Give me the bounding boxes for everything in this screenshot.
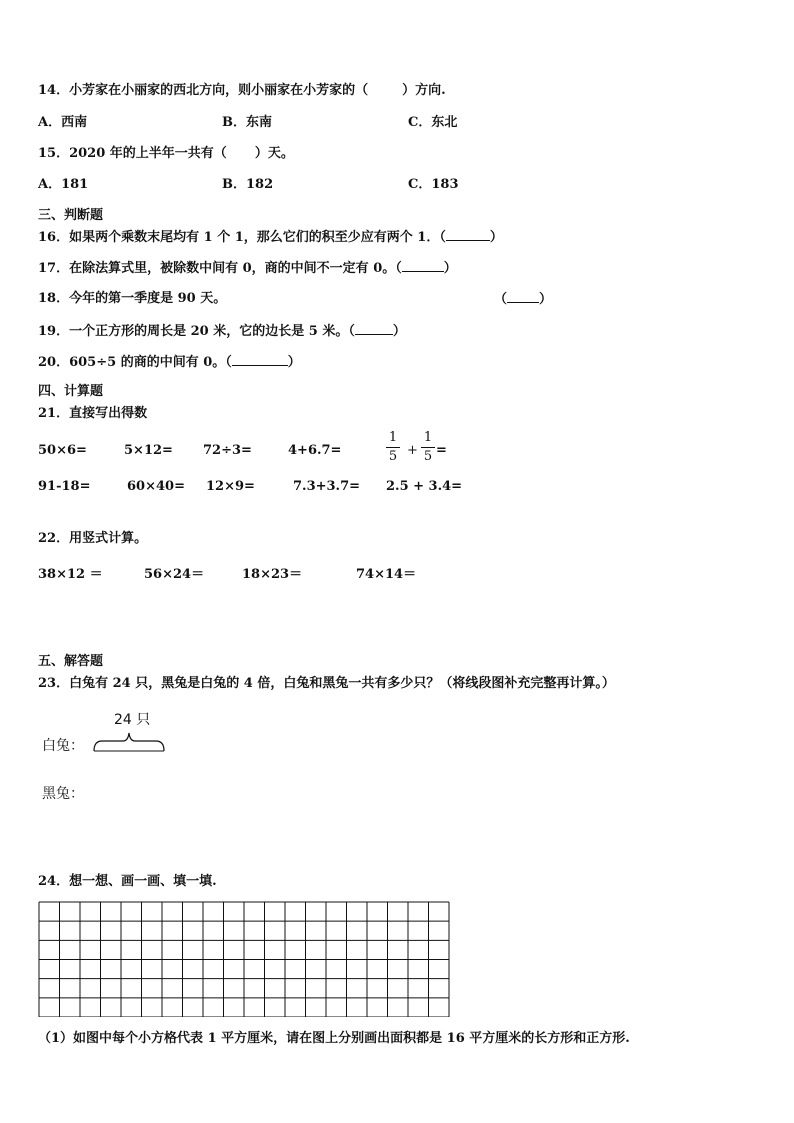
q15-option-b[interactable]: B．182 bbox=[222, 177, 274, 192]
black-rabbit-label[interactable]: 黑兔： bbox=[42, 786, 84, 802]
question-18-text: 18．今年的第一季度是 90 天。 bbox=[38, 291, 227, 306]
answer-blank-20[interactable] bbox=[232, 353, 288, 366]
question-16-text: 16．如果两个乘数末尾均有 1 个 1，那么它们的积至少应有两个 1．（ bbox=[38, 230, 446, 245]
answer-blank-16[interactable] bbox=[446, 228, 490, 241]
paren-close: ） bbox=[489, 230, 503, 245]
question-15 bbox=[38, 145, 294, 163]
question-15-text: 15．2020 年的上半年一共有（ bbox=[38, 146, 227, 161]
question-18 bbox=[38, 290, 226, 308]
q15-option-c[interactable]: C．183 bbox=[408, 177, 459, 192]
question-22-title: 22．用竖式计算。 bbox=[38, 531, 148, 546]
vertical-calc-item: 56×24＝ bbox=[144, 567, 205, 582]
paren-close: ） bbox=[443, 261, 457, 276]
question-19 bbox=[38, 322, 406, 341]
question-14-suffix: ）方向. bbox=[402, 83, 446, 98]
vertical-calc-item: 74×14＝ bbox=[356, 567, 417, 582]
question-16 bbox=[38, 228, 503, 247]
calc-item: 2.5 + 3.4= bbox=[386, 479, 463, 494]
question-24-sub-1: （1）如图中每个小方格代表 1 平方厘米，请在图上分别画出面积都是 16 平方厘米的长方形和正方形. bbox=[38, 1031, 630, 1046]
question-17-text: 17．在除法算式里，被除数中间有 0，商的中间不一定有 0。（ bbox=[38, 261, 402, 276]
square-grid[interactable] bbox=[38, 901, 452, 1017]
calc-item: 4+6.7= bbox=[288, 443, 342, 458]
fraction-numerator: 1 bbox=[423, 430, 433, 445]
brace-shape bbox=[94, 733, 164, 751]
plus-sign: + bbox=[407, 443, 418, 458]
vertical-calc-item: 38×12 ＝ bbox=[38, 567, 103, 582]
q15-option-a[interactable]: A．181 bbox=[38, 177, 89, 192]
section-3-heading: 三、判断题 bbox=[38, 208, 104, 223]
q14-option-a[interactable]: A．西南 bbox=[38, 115, 88, 130]
brace-label: 24 只 bbox=[114, 712, 151, 728]
paren-close: ） bbox=[287, 355, 301, 370]
curly-brace-segment bbox=[90, 727, 170, 755]
q14-option-c[interactable]: C．东北 bbox=[408, 115, 458, 130]
vertical-calc-item: 18×23＝ bbox=[242, 567, 303, 582]
q14-option-b[interactable]: B．东南 bbox=[222, 115, 272, 130]
question-19-text: 19．一个正方形的周长是 20 米，它的边长是 5 米。（ bbox=[38, 324, 355, 339]
question-24-title: 24．想一想、画一画、填一填. bbox=[38, 874, 217, 889]
calc-item: 50×6= bbox=[38, 443, 87, 458]
question-15-suffix: ）天。 bbox=[254, 146, 294, 161]
question-14 bbox=[38, 82, 446, 100]
section-5-heading: 五、解答题 bbox=[38, 654, 104, 669]
fraction-bar bbox=[386, 447, 400, 448]
fraction-one-fifth bbox=[421, 430, 435, 465]
answer-blank-19[interactable] bbox=[355, 322, 393, 335]
paren-open: （ bbox=[494, 292, 508, 307]
question-20-text: 20．605÷5 的商的中间有 0。（ bbox=[38, 355, 232, 370]
equals-sign: = bbox=[436, 443, 447, 458]
question-20 bbox=[38, 353, 301, 372]
white-rabbit-label: 白兔： bbox=[42, 738, 84, 754]
calc-item: 91-18= bbox=[38, 479, 91, 494]
fraction-bar bbox=[421, 447, 435, 448]
calc-item: 7.3+3.7= bbox=[293, 479, 361, 494]
calc-item: 12×9= bbox=[206, 479, 255, 494]
calc-item: 5×12= bbox=[124, 443, 173, 458]
calc-item: 72÷3= bbox=[203, 443, 252, 458]
answer-blank-18[interactable] bbox=[507, 290, 539, 303]
section-4-heading: 四、计算题 bbox=[38, 384, 104, 399]
fraction-denominator: 5 bbox=[423, 449, 433, 464]
fraction-one-fifth bbox=[386, 430, 400, 465]
fraction-denominator: 5 bbox=[388, 449, 398, 464]
paren-close: ） bbox=[539, 292, 553, 307]
fraction-numerator: 1 bbox=[388, 430, 398, 445]
calc-item: 60×40= bbox=[127, 479, 185, 494]
answer-blank-17[interactable] bbox=[402, 259, 444, 272]
question-18-answer bbox=[494, 290, 552, 309]
question-14-text: 14．小芳家在小丽家的西北方向，则小丽家在小芳家的（ bbox=[38, 83, 369, 98]
question-21-title: 21．直接写出得数 bbox=[38, 406, 148, 421]
question-23-text: 23．白兔有 24 只，黑兔是白兔的 4 倍，白兔和黑兔一共有多少只？（将线段图补充完整再计算。） bbox=[38, 676, 615, 691]
paren-close: ） bbox=[392, 324, 406, 339]
question-17 bbox=[38, 259, 457, 278]
